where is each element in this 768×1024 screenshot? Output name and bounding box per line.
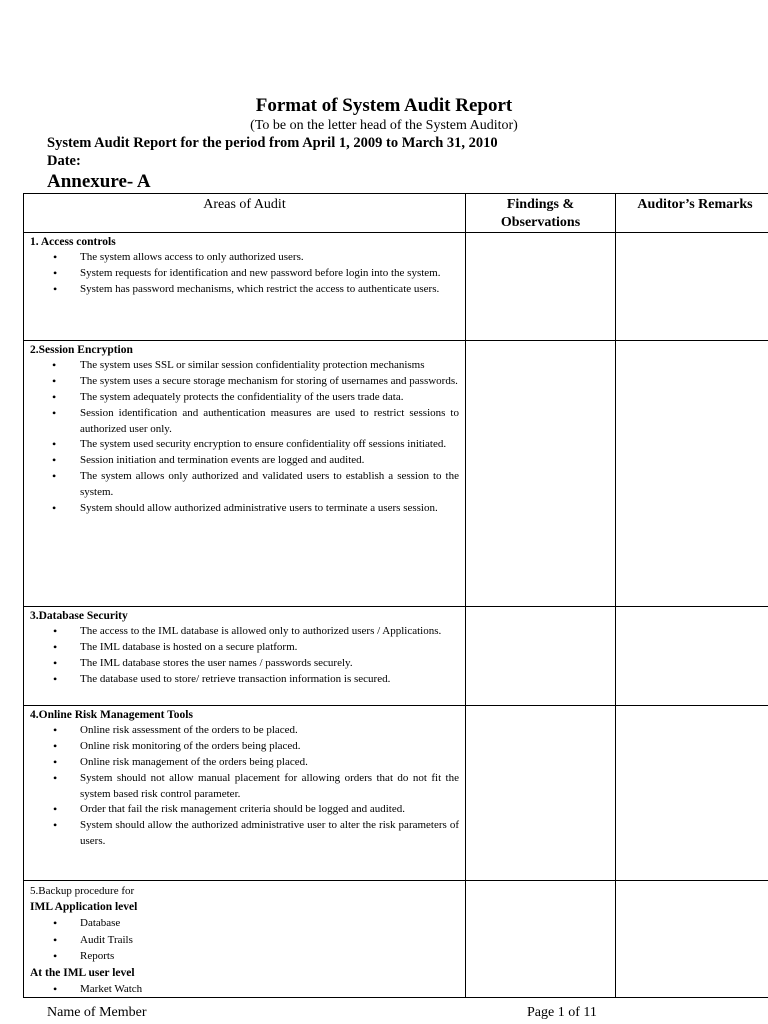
area-cell	[24, 233, 466, 341]
audit-table	[23, 193, 768, 998]
list-item: • System should allow the authorized administrative user to alter the risk parameters of users.	[30, 818, 459, 849]
findings-cell	[466, 341, 616, 607]
table-row	[24, 881, 768, 998]
table-row	[24, 233, 768, 341]
remarks-cell	[616, 881, 768, 998]
list-item: • The system uses SSL or similar session confidentiality protection mechanisms	[30, 358, 459, 373]
section-heading: 5.Backup procedure for	[30, 885, 135, 897]
list-item: • Session identification and authentication measures are used to restrict sessions to authorized user only.	[30, 406, 459, 437]
area-cell	[24, 341, 466, 607]
list-item: • Session initiation and termination events are logged and audited.	[30, 453, 459, 468]
section-heading: 3.Database Security	[30, 610, 128, 622]
column-header-areas: Areas of Audit	[24, 194, 466, 233]
table-row	[24, 341, 768, 607]
findings-cell	[466, 881, 616, 998]
list-item: • System requests for identification and new password before login into the system.	[30, 266, 459, 281]
list-item: • The access to the IML database is allowed only to authorized users / Applications.	[30, 624, 459, 639]
list-item: • The IML database stores the user names / passwords securely.	[30, 656, 459, 671]
area-cell	[24, 607, 466, 706]
remarks-cell	[616, 233, 768, 341]
section-heading: 2.Session Encryption	[30, 344, 133, 356]
annexure-heading: Annexure- A	[47, 171, 151, 192]
table-row	[24, 607, 768, 706]
column-header-findings: Findings & Observations	[466, 194, 616, 233]
list-item: • Audit Trails	[30, 932, 459, 948]
section-subheading: At the IML user level	[30, 966, 135, 979]
list-item: • System should allow authorized administrative users to terminate a users session.	[30, 501, 459, 516]
list-item: • Online risk assessment of the orders to be placed.	[30, 723, 459, 738]
findings-cell	[466, 706, 616, 881]
list-item: • The system uses a secure storage mechanism for storing of usernames and passwords.	[30, 374, 459, 389]
list-item: • The system adequately protects the confidentiality of the users trade data.	[30, 390, 459, 405]
date-label: Date:	[47, 153, 81, 169]
list-item: • System should not allow manual placement for allowing orders that do not fit the system based risk control parameter.	[30, 771, 459, 802]
area-cell	[24, 706, 466, 881]
list-item: • Online risk management of the orders being placed.	[30, 755, 459, 770]
list-item: • Market Watch	[30, 981, 459, 997]
remarks-cell	[616, 341, 768, 607]
findings-cell	[466, 233, 616, 341]
document-title: Format of System Audit Report	[255, 95, 513, 116]
section-subheading: IML Application level	[30, 901, 138, 913]
table-header-row	[24, 194, 768, 233]
list-item: • Online risk monitoring of the orders being placed.	[30, 739, 459, 754]
list-item: • System has password mechanisms, which restrict the access to authenticate users.	[30, 282, 459, 297]
table-row	[24, 706, 768, 881]
list-item: • Reports	[30, 948, 459, 964]
area-cell	[24, 881, 466, 998]
report-period: System Audit Report for the period from April 1, 2009 to March 31, 2010	[47, 135, 498, 151]
document-subtitle: (To be on the letter head of the System Auditor)	[250, 118, 518, 133]
list-item: • The IML database is hosted on a secure platform.	[30, 640, 459, 655]
footer-page-number: Page 1 of 11	[527, 1005, 597, 1020]
list-item: • Database	[30, 915, 459, 931]
list-item: • The system allows only authorized and validated users to establish a session to the system.	[30, 469, 459, 500]
remarks-cell	[616, 706, 768, 881]
remarks-cell	[616, 607, 768, 706]
list-item: • The system used security encryption to ensure confidentiality off sessions initiated.	[30, 437, 459, 452]
column-header-remarks: Auditor’s Remarks	[616, 194, 768, 233]
section-heading: 1. Access controls	[30, 236, 116, 248]
list-item: • Order that fail the risk management criteria should be logged and audited.	[30, 802, 459, 817]
footer-member-name: Name of Member	[47, 1005, 147, 1020]
section-heading: 4.Online Risk Management Tools	[30, 709, 193, 721]
findings-cell	[466, 607, 616, 706]
list-item: • The database used to store/ retrieve transaction information is secured.	[30, 672, 459, 687]
list-item: • The system allows access to only authorized users.	[30, 250, 459, 265]
